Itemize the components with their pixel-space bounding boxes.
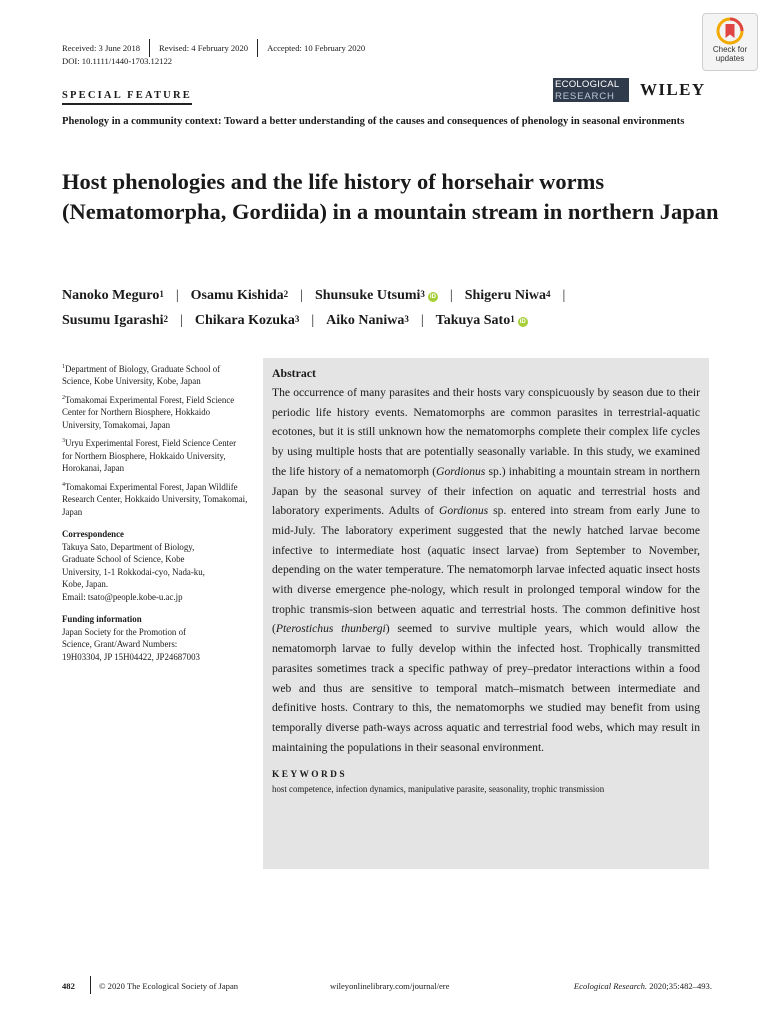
author-separator: |	[420, 313, 424, 328]
author-separator: |	[562, 288, 566, 303]
funding-line: 19H03304, JP 15H04422, JP24687003	[62, 651, 200, 662]
keywords-list: host competence, infection dynamics, manipulative parasite, seasonality, trophic transmission	[272, 784, 605, 795]
copyright: © 2020 The Ecological Society of Japan	[99, 981, 239, 991]
journal-url[interactable]: wileyonlinelibrary.com/journal/ere	[330, 981, 450, 991]
author[interactable]: Aiko Naniwa$^3$	[326, 313, 409, 328]
received-date: Received: 3 June 2018	[62, 43, 141, 53]
author[interactable]: Shunsuke Utsumi$^3$	[314, 288, 425, 303]
accepted-date: Accepted: 10 February 2020	[267, 43, 366, 53]
author-separator: |	[175, 288, 179, 303]
orcid-icon[interactable]: iD	[519, 319, 526, 325]
divider	[257, 39, 258, 57]
affiliation: $^3$Uryu Experimental Forest, Field Science Center for Northern Biosphere, Hokkaido University, Horokanai, Japan	[62, 438, 237, 474]
author[interactable]: Takuya Sato$^1$	[435, 313, 515, 328]
author[interactable]: Shigeru Niwa$^4$	[464, 288, 551, 303]
journal-citation: Ecological Research. 2020;35:482–493.	[573, 981, 712, 991]
badge-line-2: updates	[715, 54, 745, 63]
bookmark-ring-icon	[716, 17, 744, 45]
affiliation: $^2$Tomakomai Experimental Forest, Field Science Center for Northern Biosphere, Hokkaido University, Tomakomai, Japan	[62, 394, 235, 430]
ecological-research-logo	[553, 78, 629, 102]
page-footer	[62, 976, 712, 994]
author-separator: |	[180, 313, 183, 328]
funding-heading: Funding information	[62, 614, 142, 625]
series-title: Phenology in a community context: Toward a better understanding of the causes and consequences of phenology in seasonal environments	[62, 116, 685, 127]
author-separator: |	[449, 288, 453, 303]
affiliation: $^1$Department of Biology, Graduate School of Science, Kobe University, Kobe, Japan	[62, 363, 221, 387]
funding-line: Japan Society for the Promotion of	[62, 626, 186, 637]
author-list	[62, 283, 742, 333]
divider	[149, 39, 150, 57]
revised-date: Revised: 4 February 2020	[159, 43, 249, 53]
author-separator: |	[300, 288, 303, 303]
correspondence-email[interactable]: Email: tsato@people.kobe-u.ac.jp	[62, 591, 183, 602]
section-label: SPECIAL FEATURE	[62, 90, 192, 105]
badge-line-1: Check for	[712, 45, 748, 54]
author[interactable]: Nanoko Meguro$^1$	[62, 288, 164, 303]
abstract-text: The occurrence of many parasites and their hosts vary conspicuously by season due to their periodic life history events. Nematomorphs are common parasites in terrestrial-aquatic ecotones, but it is still unknown how the nematomorphs complete their complex life cycles by using multiple hosts that are potentially seasonally variable. In this study, we examined the life history of a nematomorph (Gordionus sp.) inhabiting a mountain stream in northern Japan by the seasonal survey of their infection on aquatic and terrestrial hosts and laboratory experiments. Adults of Gordionus sp. entered into stream from early June to mid-July. The laboratory experiment suggested that the newly hatched larvae become infective to intermediate host (aquatic insect larvae) from September to November, depending on the water temperature. The nematomorph larvae infected aquatic insect hosts with diverse emergence phe-nology, which result in prolonged temporal window for the trophic transmis-sion between aquatic and terrestrial hosts. The common definitive host (Pterostichus thunbergi) seemed to survive multiple years, which would allow the nematomorph larvae to fully develop within the infected host. Trophically transmitted parasites sometimes track a specific pathway of prey–predator interactions within a food web and thus are sensitive to temporal match–mismatch between intermediate and definitive hosts. Contrary to this, the nematomorphs we studied may benefit from using temporally diverse path-ways across aquatic and terrestrial food webs, which may result in maintaining the populations in their seasonal environment.	[272, 386, 700, 754]
correspondence-heading: Correspondence	[62, 529, 124, 540]
article-title: Host phenologies and the life history of horsehair worms (Nematomorpha, Gordiida) in a mountain stream in northern Japan	[62, 169, 719, 224]
funding-line: Science, Grant/Award Numbers:	[62, 639, 178, 650]
author[interactable]: Osamu Kishida$^2$	[190, 288, 289, 303]
keywords-heading: KEYWORDS	[272, 770, 347, 781]
author-separator: |	[311, 313, 315, 328]
page-number: 482	[62, 981, 75, 991]
footer-divider	[90, 976, 91, 994]
abstract-box	[263, 358, 709, 869]
correspondence-line: Kobe, Japan.	[62, 579, 109, 590]
author[interactable]: Chikara Kozuka$^3$	[194, 313, 300, 328]
doi-link[interactable]: DOI: 10.1111/1440-1703.12122	[62, 56, 173, 66]
correspondence-line: Takuya Sato, Department of Biology,	[62, 541, 195, 552]
orcid-icon[interactable]: iD	[429, 294, 436, 300]
abstract-heading: Abstract	[272, 366, 316, 380]
check-for-updates-badge[interactable]	[702, 13, 758, 71]
author[interactable]: Susumu Igarashi$^2$	[62, 313, 169, 328]
affiliation: $^4$Tomakomai Experimental Forest, Japan Wildlife Research Center, Hokkaido University, Tomakomai, Japan	[62, 481, 248, 517]
correspondence-line: Graduate School of Science, Kobe	[62, 554, 185, 565]
article-dates	[62, 39, 365, 57]
correspondence-line: University, 1-1 Rokkodai-cyo, Nada-ku,	[62, 566, 205, 577]
logo-line-2: RESEARCH	[555, 90, 615, 102]
article-info-column	[62, 361, 248, 663]
logo-line-1: ECOLOGICAL	[555, 79, 620, 90]
wiley-logo: WILEY	[640, 80, 706, 99]
